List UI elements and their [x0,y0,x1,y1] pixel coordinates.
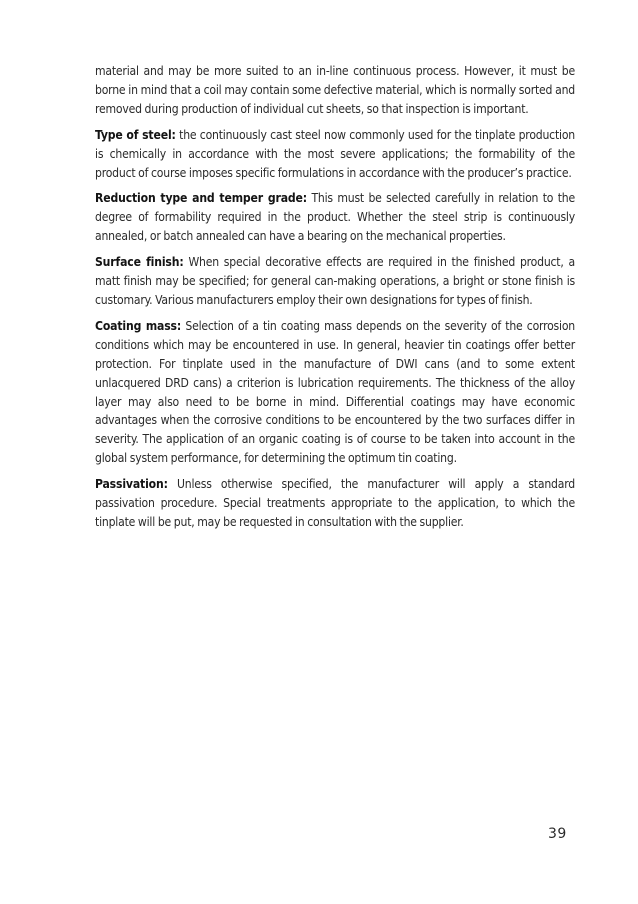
paragraph-term: Passivation: [95,477,168,492]
paragraph-type-of-steel [95,126,575,183]
paragraph-text: material and may be more suited to an in-line continuous process. However, it must be borne in mind that a coil may contain some defective material, which is normally sorted and removed during production of individual cut sheets, so that inspection is important. [95,64,575,116]
paragraph-term: Surface finish: [95,255,184,270]
paragraph-text: Unless otherwise specified, the manufacturer will apply a standard passivation procedure. Special treatments appropriate to the application, to which the tinplate will be put, may be requested in consultation with the supplier. [95,477,575,529]
paragraph-text: When special decorative effects are required in the finished product, a matt finish may be specified; for general can-making operations, a bright or stone finish is customary. Various manufacturers employ their own designations for types of finish. [95,255,575,307]
paragraph-coating-mass [95,317,575,468]
paragraph-term: Reduction type and temper grade: [95,191,307,206]
document-page [95,62,575,539]
paragraph-passivation [95,475,575,532]
paragraph-text: Selection of a tin coating mass depends on the severity of the corrosion conditions which may be encountered in use. In general, heavier tin coatings offer better protection. For tinplate used in the manufacture of DWI cans (and to some extent unlacquered DRD cans) a criterion is lubrication requirements. The thickness of the alloy layer may also need to be borne in mind. Differential coatings may have economic advantages when the corrosive conditions to be encountered by the two surfaces differ in severity. The application of an organic coating is of course to be taken into account in the global system performance, for determining the optimum tin coating. [95,318,575,466]
page-number: 39 [548,826,567,842]
paragraph-term: Coating mass: [95,318,182,333]
paragraph-text: This must be selected carefully in relation to the degree of formability required in the product. Whether the steel strip is continuously annealed, or batch annealed can have a bearing on the mechanical properties. [95,191,575,244]
paragraph-surface-finish [95,253,575,310]
paragraph-text: the continuously cast steel now commonly used for the tinplate production is chemically in accordance with the most severe applications; the formability of the product of course imposes specific formulations in accordance with the producer’s practice. [95,127,575,180]
paragraph-reduction-type [95,189,575,246]
paragraph-term: Type of steel: [95,127,176,142]
paragraph-intro [95,62,575,119]
